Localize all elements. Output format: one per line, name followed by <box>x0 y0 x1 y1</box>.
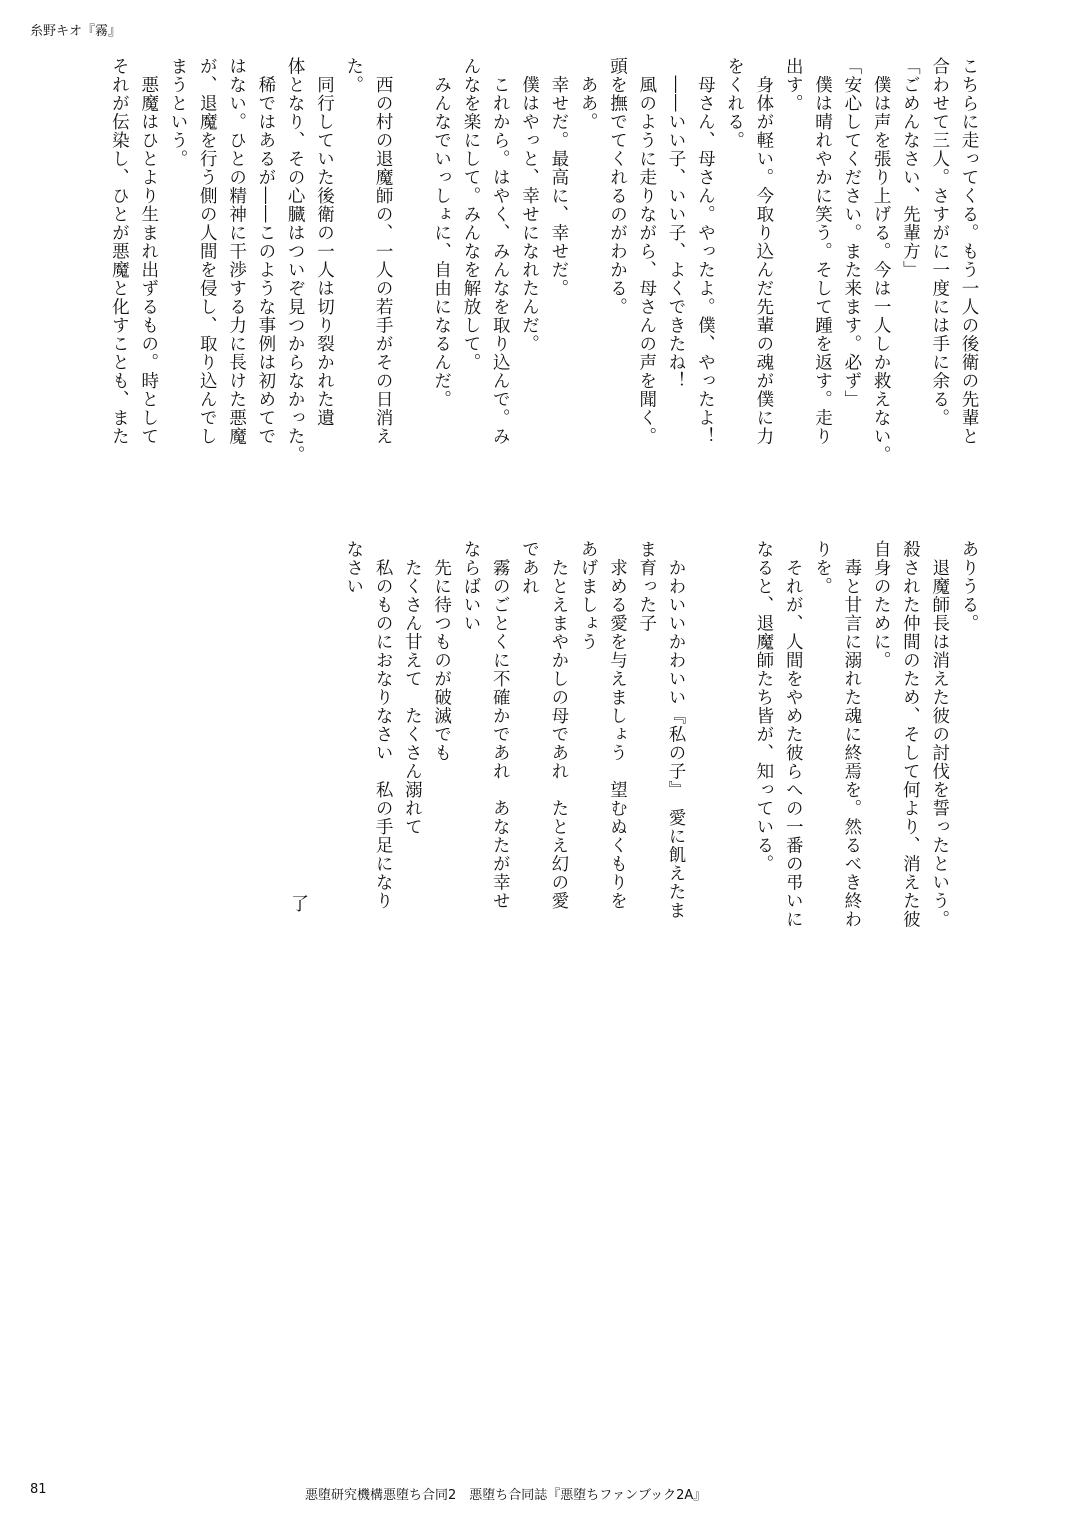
text-block-bottom <box>338 540 983 990</box>
text-line: 殺された仲間のため、そして何より、消えた彼 <box>900 540 921 929</box>
text-line: ありうる。 <box>959 540 979 633</box>
text-line: 西の村の退魔師の、一人の若手がその日消え <box>373 57 394 446</box>
text-line: ならばいい <box>460 540 481 633</box>
text-line: 求める愛を与えましょう 望むぬくもりを <box>607 540 628 910</box>
book-title: 悪堕研究機構悪堕ち合同2 悪堕ち合同誌『悪堕ちファンブック2A』 <box>305 1488 707 1503</box>
text-line: それが伝染し、ひとが悪魔と化すことも、また <box>109 57 130 446</box>
text-line: それが、人間をやめた彼らへの一番の弔いに <box>783 540 804 929</box>
author-title: 糸野キオ『霧』 <box>30 24 122 39</box>
text-line: ああ。 <box>578 57 599 131</box>
text-line: 「ごめんなさい、先輩方」 <box>900 57 921 279</box>
text-line: 同行していた後衛の一人は切り裂かれた遺 <box>314 57 335 427</box>
text-line: んなを楽にして。みんなを解放して。 <box>460 57 481 372</box>
text-line: かわいいかわいい『私の子』 愛に飢えたま <box>666 540 687 920</box>
text-line: 僕は晴れやかに笑う。そして踵を返す。走り <box>812 57 833 446</box>
text-line: なると、退魔師たち皆が、知っている。 <box>753 540 774 873</box>
text-line: 先に待つものが破滅でも <box>431 540 452 762</box>
text-line: 風のように走りながら、母さんの声を聞く。 <box>636 57 657 446</box>
text-line: 悪魔はひとより生まれ出ずるもの。時として <box>138 57 159 446</box>
text-line: 母さん、母さん。やったよ。僕、やったよ！ <box>695 57 716 446</box>
text-line: 幸せだ。最高に、幸せだ。 <box>548 57 569 298</box>
text-line <box>690 540 719 990</box>
text-line: 自身のために。 <box>871 540 892 670</box>
text-line: 「安心してください。また来ます。必ず」 <box>841 57 862 409</box>
text-line: これから。はやく、みんなを取り込んで。み <box>490 57 511 446</box>
text-line: が、退魔を行う側の人間を侵し、取り込んでし <box>197 57 218 446</box>
text-line <box>397 57 426 507</box>
text-line: まうという。 <box>167 57 188 168</box>
text-line: たとえまやかしの母であれ たとえ幻の愛 <box>548 540 569 910</box>
page-number: 81 <box>30 1482 47 1497</box>
text-line: 身体が軽い。今取り込んだ先輩の魂が僕に力 <box>753 57 774 446</box>
text-line: 僕はやっと、幸せになれたんだ。 <box>519 57 540 353</box>
text-line: 霧のごとくに不確かであれ あなたが幸せ <box>490 540 511 910</box>
text-line: 合わせて三人。さすがに一度には手に余る。 <box>929 57 950 427</box>
text-line: ――いい子、いい子、よくできたね！ <box>666 57 687 390</box>
text-line: 毒と甘言に溺れた魂に終焉を。然るべき終わ <box>841 540 862 929</box>
text-line: なさい <box>343 540 364 596</box>
text-line: たくさん甘えて たくさん溺れて <box>402 540 423 836</box>
text-line: をくれる。 <box>724 57 745 150</box>
text-line: はない。ひとの精神に干渉する力に長けた悪魔 <box>226 57 247 446</box>
text-line: あげましょう <box>578 540 599 651</box>
text-block-top <box>104 57 983 507</box>
text-line: 出す。 <box>783 57 804 113</box>
text-line: みんなでいっしょに、自由になるんだ。 <box>431 57 452 409</box>
end-mark: 了 <box>291 894 309 915</box>
text-line: 稀ではあるが――このような事例は初めてで <box>255 57 276 446</box>
text-line <box>719 540 748 990</box>
text-line: 体となり、その心臓はついぞ見つからなかった。 <box>285 57 306 464</box>
text-line: りを。 <box>812 540 833 596</box>
text-line: 私のものにおなりなさい 私の手足になり <box>373 540 394 910</box>
text-line: 僕は声を張り上げる。今は一人しか救えない。 <box>871 57 892 464</box>
text-line: 退魔師長は消えた彼の討伐を誓ったという。 <box>929 540 950 929</box>
text-line: ま育った子 <box>636 540 657 633</box>
text-line: こちらに走ってくる。もう一人の後衛の先輩と <box>959 57 979 446</box>
text-line: た。 <box>343 57 364 94</box>
text-line: であれ <box>519 540 540 596</box>
text-line: 頭を撫でてくれるのがわかる。 <box>607 57 628 316</box>
